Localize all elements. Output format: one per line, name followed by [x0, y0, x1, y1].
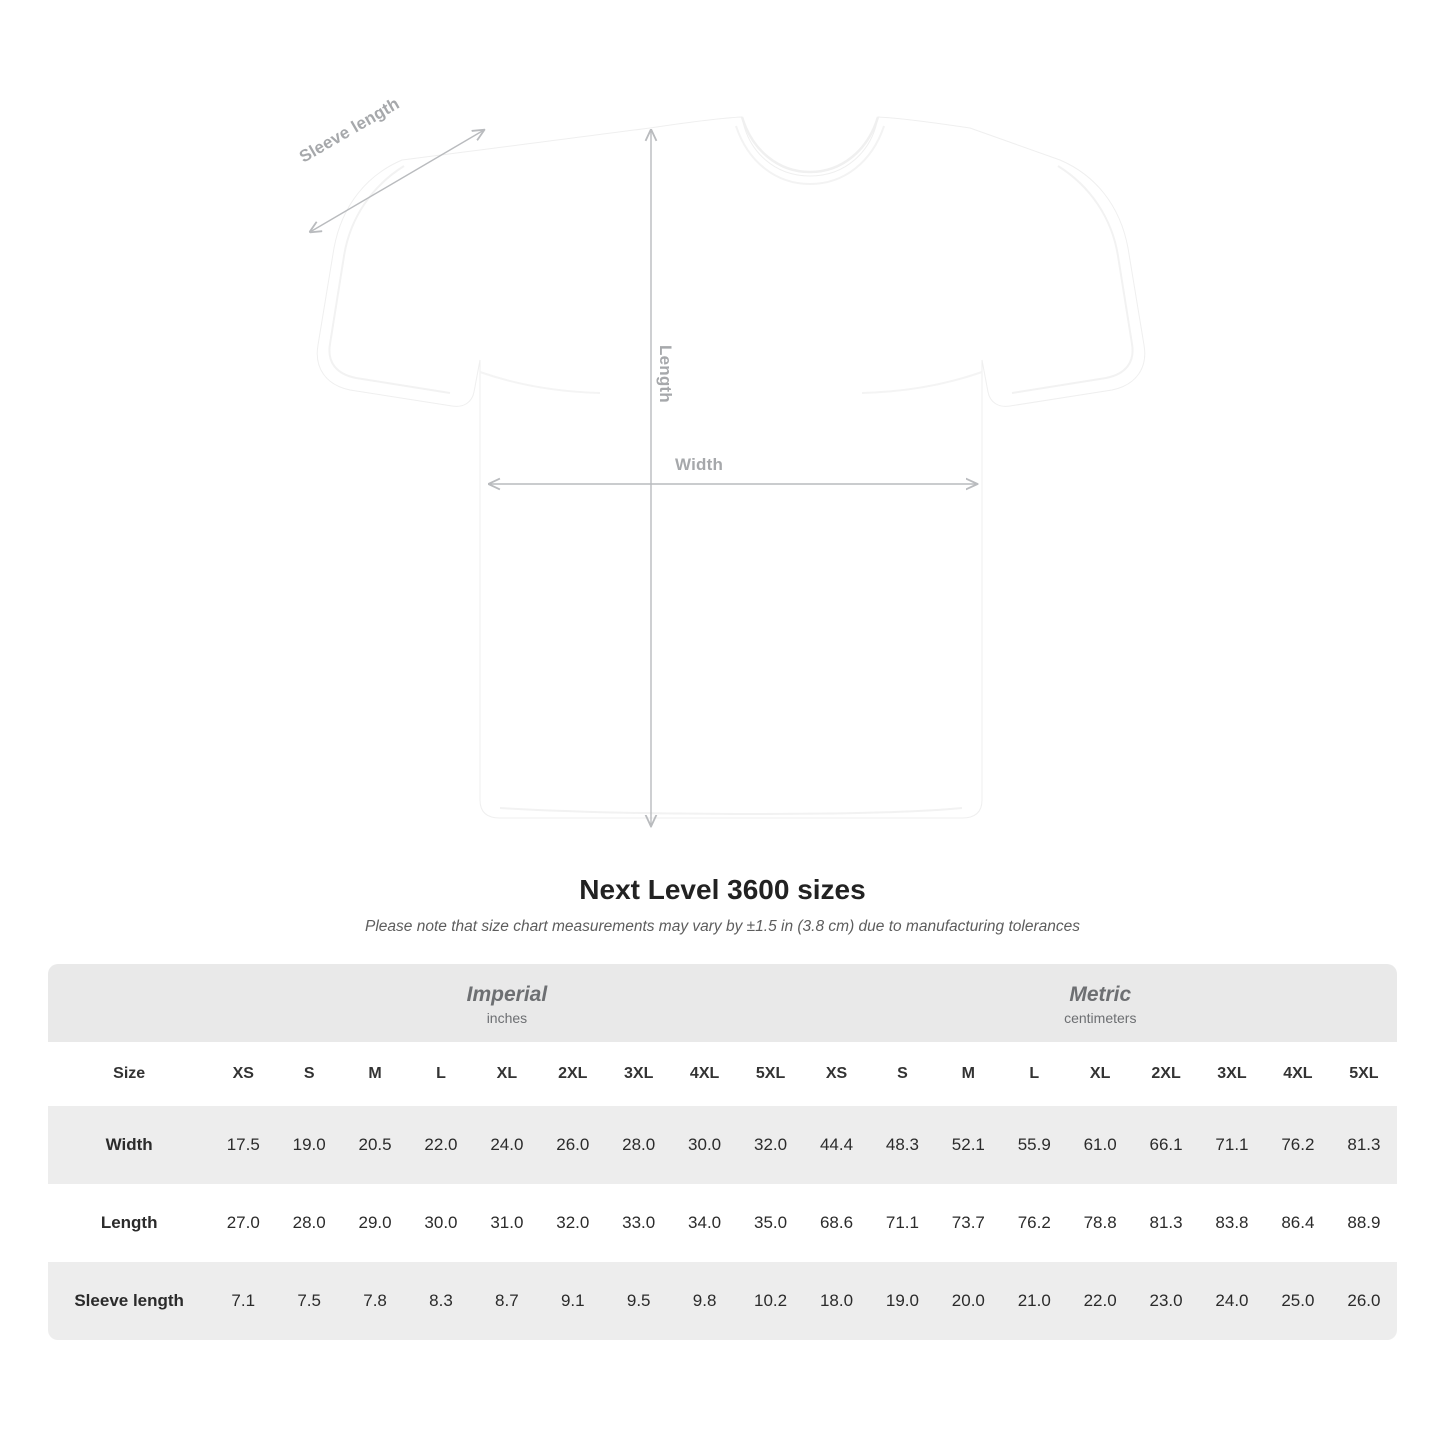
cell: 9.8: [672, 1262, 738, 1340]
group-corner-cell: [48, 964, 210, 1042]
cell: 27.0: [210, 1184, 276, 1262]
cell: 88.9: [1331, 1184, 1397, 1262]
width-label: Width: [675, 455, 724, 474]
size-header-cell: L: [1001, 1042, 1067, 1106]
cell: 35.0: [738, 1184, 804, 1262]
cell: 22.0: [1067, 1262, 1133, 1340]
cell: 78.8: [1067, 1184, 1133, 1262]
cell: 9.1: [540, 1262, 606, 1340]
row-label-length: Length: [48, 1184, 210, 1262]
cell: 26.0: [1331, 1262, 1397, 1340]
size-header-cell: 5XL: [1331, 1042, 1397, 1106]
group-metric-title: Metric: [1069, 983, 1132, 1006]
size-header-cell: S: [869, 1042, 935, 1106]
cell: 20.0: [935, 1262, 1001, 1340]
cell: 68.6: [804, 1184, 870, 1262]
size-header-cell: XL: [474, 1042, 540, 1106]
cell: 7.8: [342, 1262, 408, 1340]
cell: 52.1: [935, 1106, 1001, 1184]
size-header-cell: L: [408, 1042, 474, 1106]
cell: 32.0: [540, 1184, 606, 1262]
cell: 28.0: [606, 1106, 672, 1184]
cell: 7.5: [276, 1262, 342, 1340]
size-header-cell: 3XL: [1199, 1042, 1265, 1106]
cell: 66.1: [1133, 1106, 1199, 1184]
cell: 20.5: [342, 1106, 408, 1184]
cell: 61.0: [1067, 1106, 1133, 1184]
cell: 81.3: [1133, 1184, 1199, 1262]
cell: 73.7: [935, 1184, 1001, 1262]
cell: 9.5: [606, 1262, 672, 1340]
size-header-cell: 4XL: [672, 1042, 738, 1106]
length-label: Length: [656, 345, 675, 403]
size-table-wrap: [48, 964, 1397, 1340]
size-header-cell: 5XL: [738, 1042, 804, 1106]
size-header-cell: S: [276, 1042, 342, 1106]
row-label-width: Width: [48, 1106, 210, 1184]
tolerance-note: Please note that size chart measurements may vary by ±1.5 in (3.8 cm) due to manufacturing tolerances: [365, 918, 1080, 935]
page-title: Next Level 3600 sizes: [579, 874, 866, 905]
cell: 26.0: [540, 1106, 606, 1184]
cell: 7.1: [210, 1262, 276, 1340]
size-header-cell: 4XL: [1265, 1042, 1331, 1106]
title-block: [0, 874, 1445, 936]
group-metric-unit: centimeters: [1064, 1010, 1137, 1027]
cell: 19.0: [276, 1106, 342, 1184]
table-row: [48, 1184, 1397, 1262]
cell: 25.0: [1265, 1262, 1331, 1340]
unit-group-row: [48, 964, 1397, 1042]
cell: 8.3: [408, 1262, 474, 1340]
cell: 23.0: [1133, 1262, 1199, 1340]
cell: 30.0: [408, 1184, 474, 1262]
cell: 71.1: [1199, 1106, 1265, 1184]
cell: 76.2: [1265, 1106, 1331, 1184]
row-label-sleeve-length: Sleeve length: [48, 1262, 210, 1340]
size-header-row: [48, 1042, 1397, 1106]
cell: 44.4: [804, 1106, 870, 1184]
cell: 71.1: [869, 1184, 935, 1262]
cell: 8.7: [474, 1262, 540, 1340]
group-imperial: [210, 964, 803, 1042]
cell: 19.0: [869, 1262, 935, 1340]
cell: 29.0: [342, 1184, 408, 1262]
cell: 24.0: [474, 1106, 540, 1184]
cell: 83.8: [1199, 1184, 1265, 1262]
cell: 33.0: [606, 1184, 672, 1262]
cell: 55.9: [1001, 1106, 1067, 1184]
group-metric: [804, 964, 1397, 1042]
group-imperial-title: Imperial: [466, 983, 548, 1006]
sleeve-length-label: Sleeve length: [296, 93, 403, 167]
cell: 48.3: [869, 1106, 935, 1184]
table-row: [48, 1106, 1397, 1184]
cell: 18.0: [804, 1262, 870, 1340]
size-header-cell: M: [935, 1042, 1001, 1106]
cell: 86.4: [1265, 1184, 1331, 1262]
cell: 76.2: [1001, 1184, 1067, 1262]
cell: 10.2: [738, 1262, 804, 1340]
size-header-cell: XL: [1067, 1042, 1133, 1106]
cell: 22.0: [408, 1106, 474, 1184]
size-header-cell: 2XL: [1133, 1042, 1199, 1106]
size-table: [48, 964, 1397, 1340]
cell: 24.0: [1199, 1262, 1265, 1340]
size-header-cell: XS: [804, 1042, 870, 1106]
size-header-cell: 3XL: [606, 1042, 672, 1106]
group-imperial-unit: inches: [486, 1010, 528, 1027]
cell: 28.0: [276, 1184, 342, 1262]
cell: 30.0: [672, 1106, 738, 1184]
cell: 81.3: [1331, 1106, 1397, 1184]
size-header-cell: XS: [210, 1042, 276, 1106]
size-header-cell: M: [342, 1042, 408, 1106]
cell: 17.5: [210, 1106, 276, 1184]
cell: 21.0: [1001, 1262, 1067, 1340]
cell: 31.0: [474, 1184, 540, 1262]
table-row: [48, 1262, 1397, 1340]
row-header-size: Size: [48, 1042, 210, 1106]
cell: 32.0: [738, 1106, 804, 1184]
cell: 34.0: [672, 1184, 738, 1262]
size-header-cell: 2XL: [540, 1042, 606, 1106]
